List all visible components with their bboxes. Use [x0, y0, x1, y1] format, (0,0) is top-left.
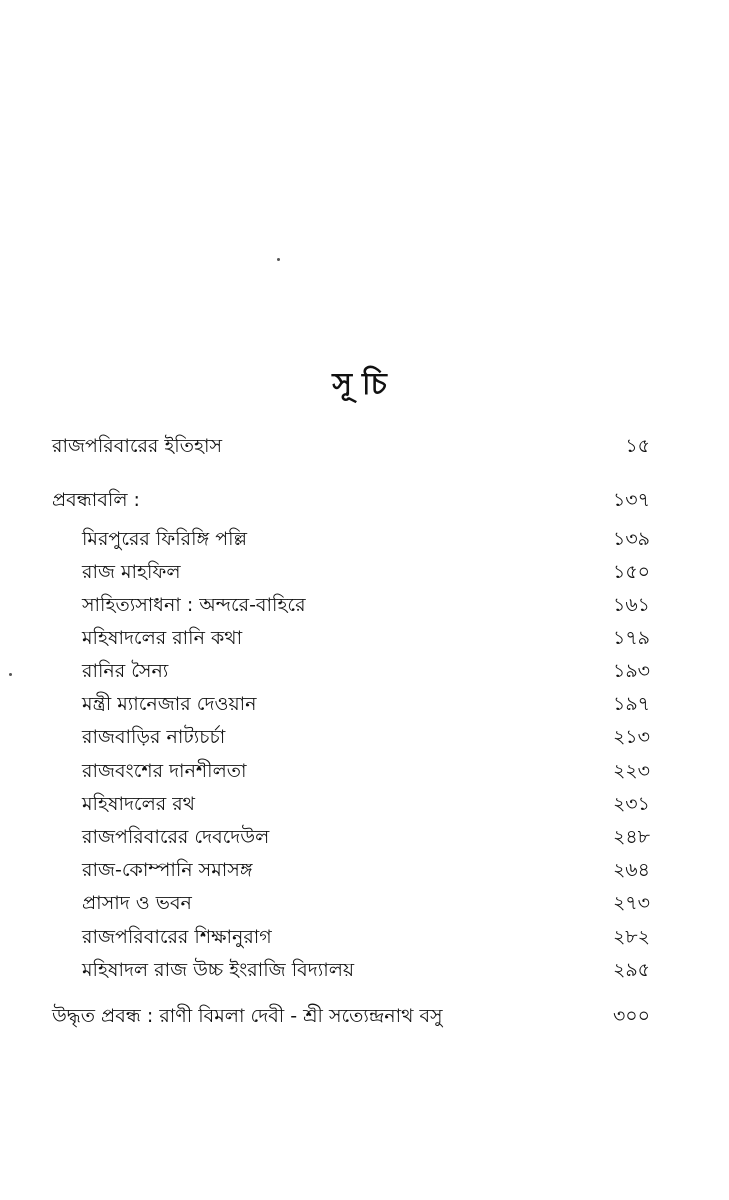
- toc-entry-label: রাজপরিবারের দেবদেউল: [82, 826, 270, 848]
- toc-entry-label: উদ্ধৃত প্রবন্ধ : রাণী বিমলা দেবী - শ্রী সত্যেন্দ্রনাথ বসু: [52, 1005, 443, 1027]
- toc-entry-page: ১৬১: [612, 594, 650, 616]
- toc-entry-page: ১৩৯: [612, 528, 650, 550]
- toc-entry: [52, 789, 650, 819]
- toc-entry-label: রাজপরিবারের শিক্ষানুরাগ: [82, 926, 272, 948]
- toc-entry: [52, 623, 650, 653]
- toc-entry-page: ২৪৮: [612, 826, 650, 848]
- toc-entry: [52, 756, 650, 786]
- toc-entry-page: ১৯৭: [612, 693, 650, 715]
- toc-entry-label: রাজবংশের দানশীলতা: [82, 760, 247, 782]
- toc-entry-page: ১৫: [625, 435, 650, 457]
- toc-entry-label: রাজবাড়ির নাট্যচর্চা: [82, 726, 226, 748]
- toc-entry-page: ২৬৪: [612, 859, 650, 881]
- toc-entry-label: প্রাসাদ ও ভবন: [82, 892, 192, 914]
- toc-entry-label: রাজপরিবারের ইতিহাস: [52, 435, 223, 457]
- toc-entry-label: মিরপুরের ফিরিঙ্গি পল্লি: [82, 528, 248, 550]
- toc-entry: [52, 888, 650, 918]
- toc-entry: [52, 722, 650, 752]
- toc-entry-page: ১৩৭: [612, 489, 650, 511]
- toc-entry: [52, 689, 650, 719]
- toc-entry-label: সাহিত্যসাধনা : অন্দরে-বাহিরে: [82, 594, 306, 616]
- toc-entry: [52, 524, 650, 554]
- toc-entry-page: ১৫০: [612, 561, 650, 583]
- toc-entry: [52, 922, 650, 952]
- toc-entry-label: রাজ-কোম্পানি সমাসঙ্গ: [82, 859, 253, 881]
- toc-entry-label: প্রবন্ধাবলি :: [52, 489, 140, 511]
- toc-entry: [52, 1001, 650, 1031]
- toc-entry-label: রানির সৈন্য: [82, 660, 169, 682]
- toc-entry-page: ১৭৯: [612, 627, 650, 649]
- toc-entry-page: ২১৩: [612, 726, 650, 748]
- page-title: সূচি: [332, 367, 397, 402]
- toc-entry: [52, 590, 650, 620]
- toc-entry: [52, 431, 650, 461]
- toc-entry: [52, 822, 650, 852]
- toc-entry-page: ১৯৩: [612, 660, 650, 682]
- toc-entry-label: মহিষাদল রাজ উচ্চ ইংরাজি বিদ্যালয়: [82, 959, 355, 981]
- print-speck: [277, 258, 280, 261]
- toc-entry-page: ৩০০: [612, 1005, 650, 1027]
- toc-entry-page: ২৩১: [612, 793, 650, 815]
- toc-entry-page: ২২৩: [612, 760, 650, 782]
- print-speck: [9, 673, 12, 676]
- toc-entry: [52, 855, 650, 885]
- toc-section-heading: [52, 485, 650, 515]
- toc-entry-page: ২৭৩: [612, 892, 650, 914]
- toc-entry: [52, 656, 650, 686]
- toc-entry: [52, 955, 650, 985]
- toc-entry-label: মহিষাদলের রানি কথা: [82, 627, 243, 649]
- toc-entry-label: রাজ মাহফিল: [82, 561, 181, 583]
- toc-entry-label: মহিষাদলের রথ: [82, 793, 195, 815]
- toc-entry: [52, 557, 650, 587]
- toc-entry-page: ২৯৫: [612, 959, 650, 981]
- toc-entry-label: মন্ত্রী ম্যানেজার দেওয়ান: [82, 693, 257, 715]
- toc-entry-page: ২৮২: [612, 926, 650, 948]
